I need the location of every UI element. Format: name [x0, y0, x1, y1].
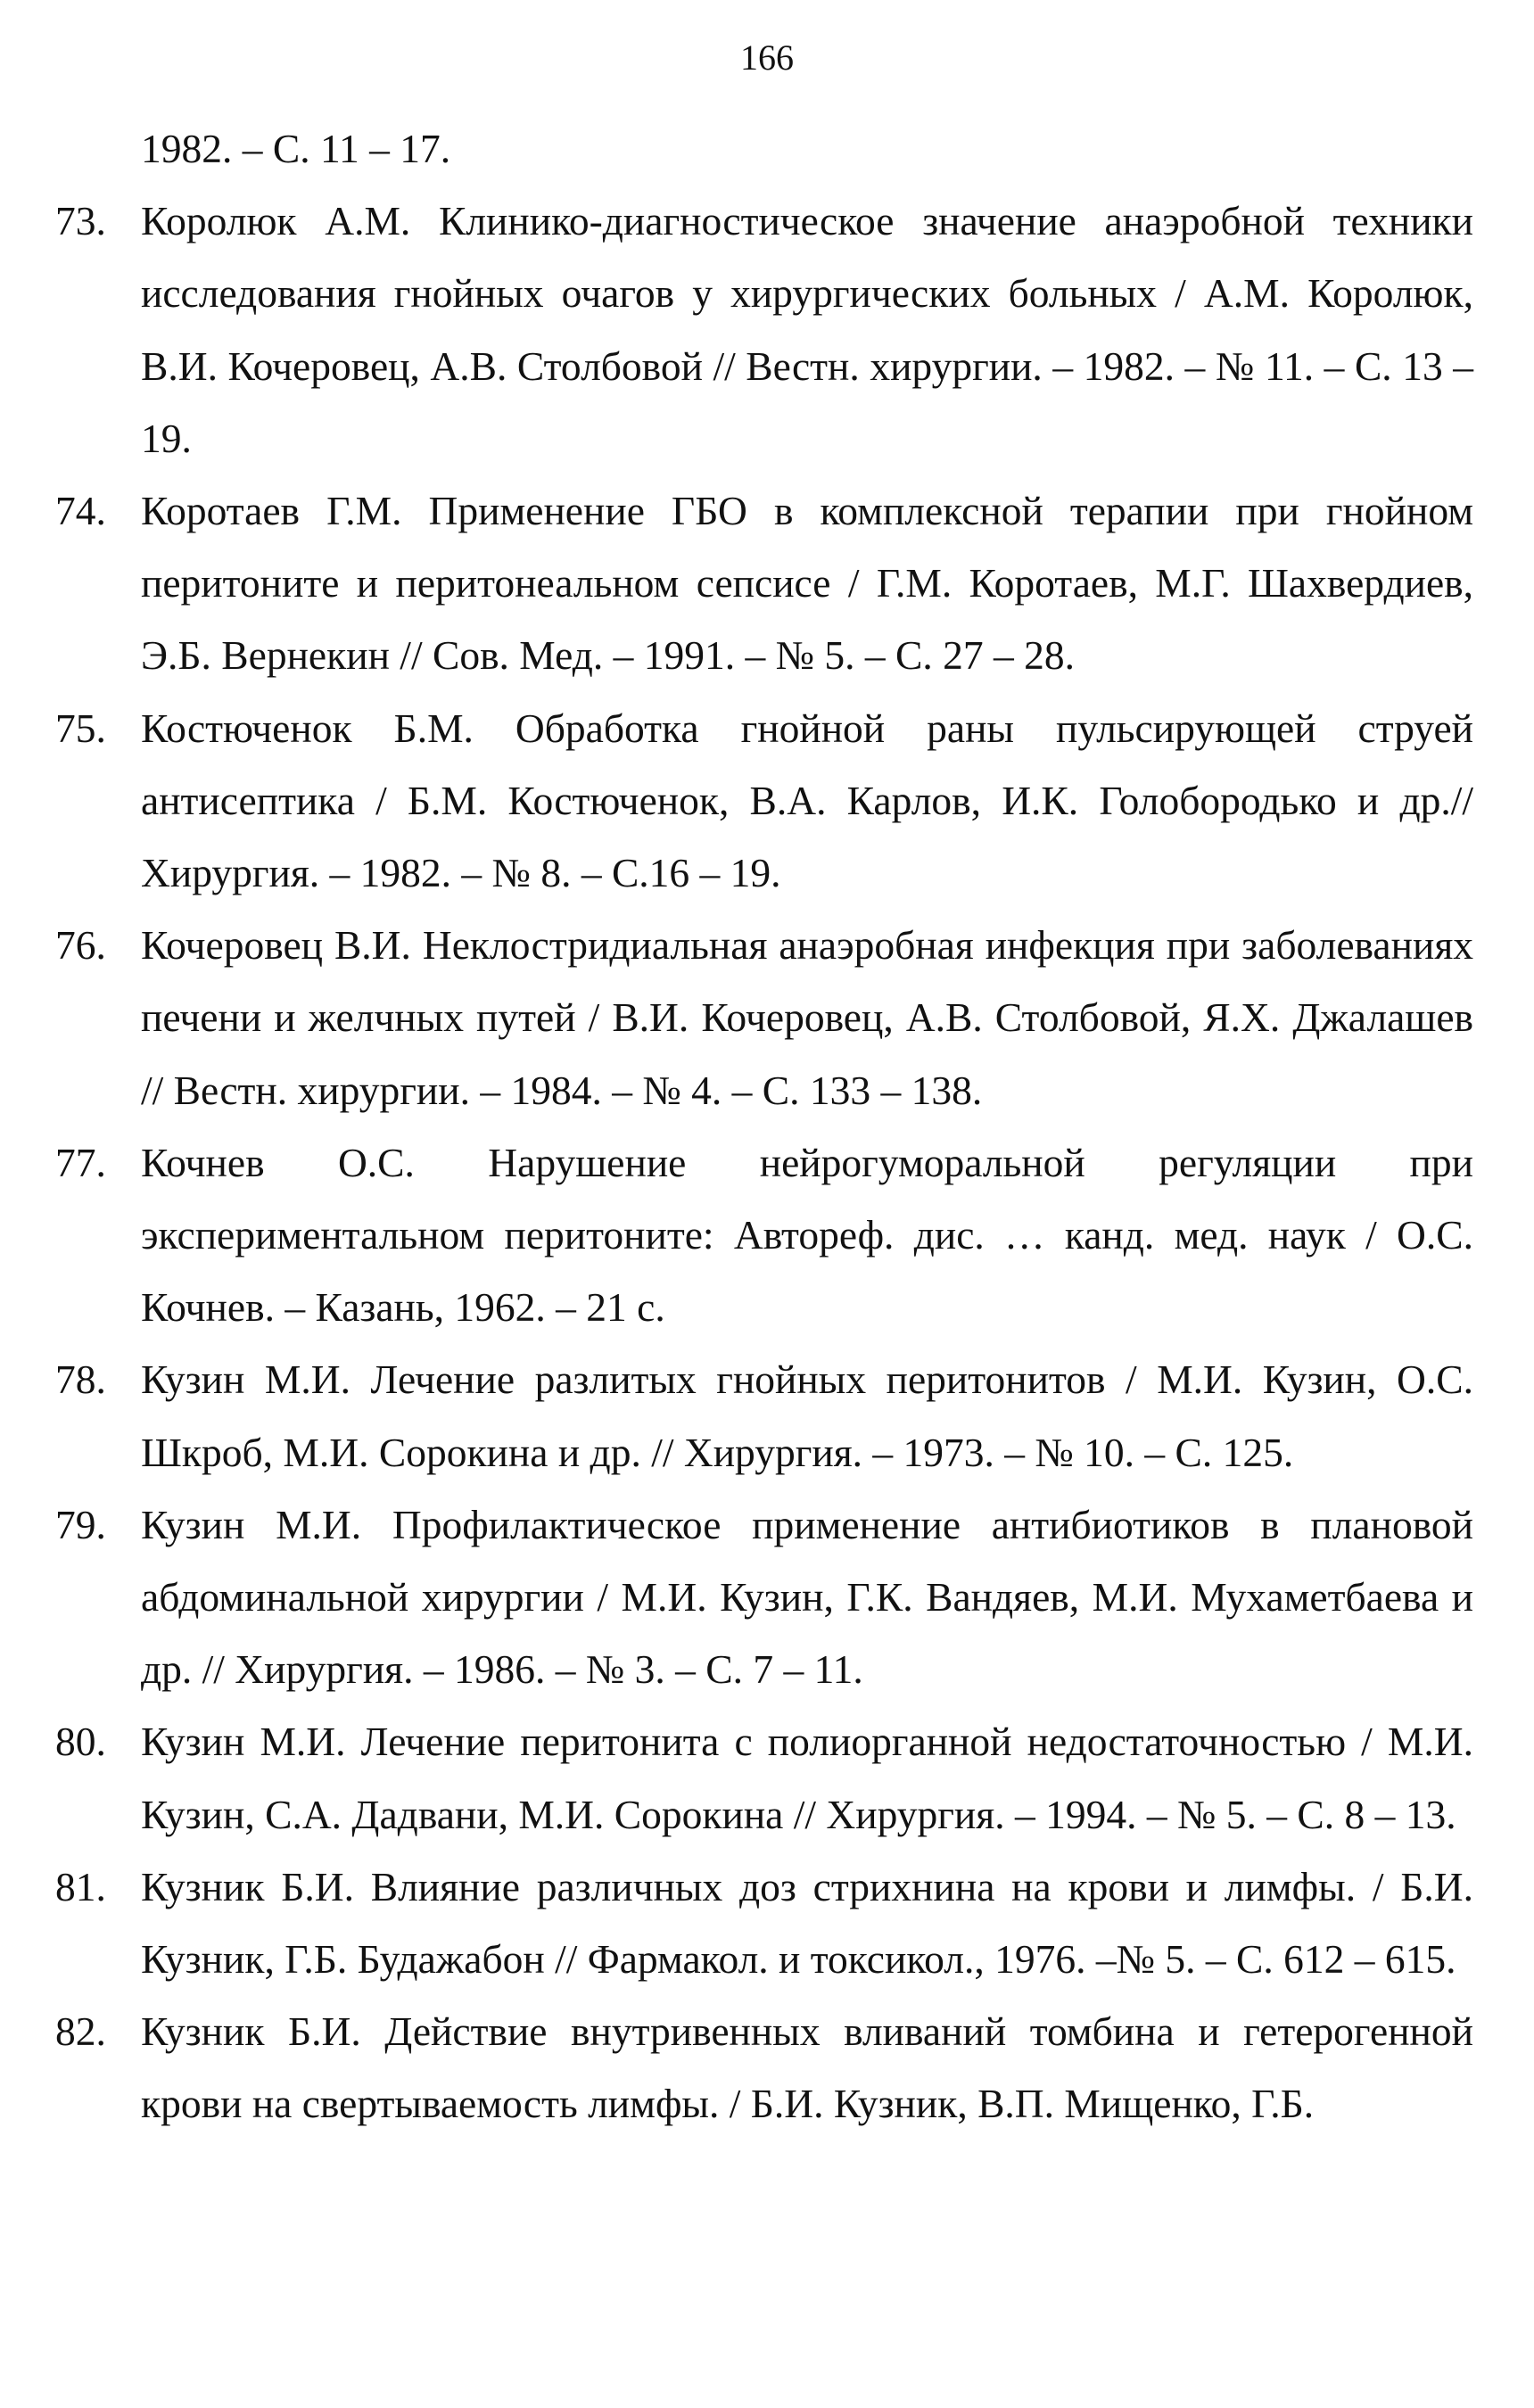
reference-text: Кочнев О.С. Нарушение нейрогуморальной регуляции при экспериментальном перитоните: Автореф. дис. … канд. мед. наук / О.С. Кочнев. – Казань, 1962. – 21 с.: [141, 1139, 1473, 1331]
reference-entry-75: [55, 692, 1473, 910]
reference-entry-80: [55, 1705, 1473, 1850]
reference-number: 82.: [55, 2008, 106, 2055]
reference-text: Кузин М.И. Профилактическое применение антибиотиков в плановой абдоминальной хирургии / М.И. Кузин, Г.К. Вандяев, М.И. Мухаметбаева и др. // Хирургия. – 1986. – № 3. – С. 7 – 11.: [141, 1501, 1473, 1693]
reference-text: Костюченок Б.М. Обработка гнойной раны пульсирующей струей антисептика / Б.М. Костюченок, В.А. Карлов, И.К. Голобородько и др.// Хирургия. – 1982. – № 8. – С.16 – 19.: [141, 705, 1473, 896]
reference-entry-82: [55, 1995, 1473, 2140]
reference-number: 79.: [55, 1501, 106, 1547]
reference-list: [55, 112, 1473, 2140]
reference-entry-81: [55, 1851, 1473, 1995]
reference-entry-76: [55, 909, 1473, 1126]
reference-entry-78: [55, 1343, 1473, 1488]
reference-number: 74.: [55, 488, 106, 534]
reference-text: Королюк А.М. Клинико-диагностическое значение анаэробной техники исследования гнойных очагов у хирургических больных / А.М. Королюк, В.И. Кочеровец, А.В. Столбовой // Вестн. хирургии. – 1982. – № 11. – С. 13 – 19.: [141, 198, 1473, 461]
reference-entry-74: [55, 474, 1473, 692]
reference-text: Кузин М.И. Лечение разлитых гнойных перитонитов / М.И. Кузин, О.С. Шкроб, М.И. Сорокина и др. // Хирургия. – 1973. – № 10. – С. 125.: [141, 1357, 1473, 1475]
reference-text: Кузник Б.И. Действие внутривенных вливаний томбина и гетерогенной крови на свертываемость лимфы. / Б.И. Кузник, В.П. Мищенко, Г.Б.: [141, 2008, 1473, 2127]
reference-number: 77.: [55, 1139, 106, 1185]
reference-entry-77: [55, 1126, 1473, 1344]
reference-number: 75.: [55, 705, 106, 751]
reference-text: Кузин М.И. Лечение перитонита с полиорганной недостаточностью / М.И. Кузин, С.А. Дадвани, М.И. Сорокина // Хирургия. – 1994. – № 5. – С. 8 – 13.: [141, 1719, 1473, 1837]
reference-number: 76.: [55, 922, 106, 969]
reference-text: Кузник Б.И. Влияние различных доз стрихнина на крови и лимфы. / Б.И. Кузник, Г.Б. Будажабон // Фармакол. и токсикол., 1976. –№ 5. – С. 612 – 615.: [141, 1863, 1473, 1983]
reference-number: 81.: [55, 1863, 106, 1909]
reference-entry-79: [55, 1489, 1473, 1706]
reference-text: Коротаев Г.М. Применение ГБО в комплексной терапии при гнойном перитоните и перитонеальном сепсисе / Г.М. Коротаев, М.Г. Шахвердиев, Э.Б. Вернекин // Сов. Мед. – 1991. – № 5. – С. 27 – 28.: [141, 488, 1473, 679]
reference-number: 78.: [55, 1357, 106, 1403]
reference-continuation: 1982. – С. 11 – 17.: [141, 126, 451, 171]
reference-text: Кочеровец В.И. Неклостридиальная анаэробная инфекция при заболеваниях печени и желчных путей / В.И. Кочеровец, А.В. Столбовой, Я.Х. Джалашев // Вестн. хирургии. – 1984. – № 4. – С. 133 – 138.: [141, 922, 1473, 1113]
reference-number: 73.: [55, 198, 106, 244]
reference-number: 80.: [55, 1719, 106, 1765]
reference-entry-73: [55, 185, 1473, 474]
page-number: 166: [740, 37, 794, 78]
